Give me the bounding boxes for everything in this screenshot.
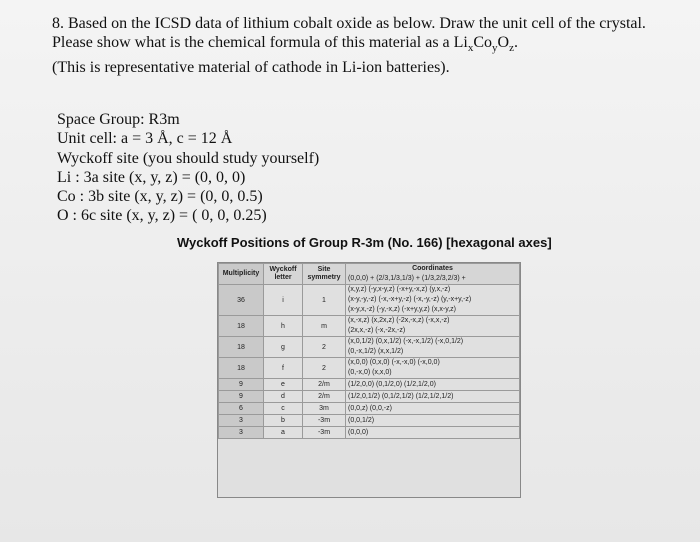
coordinate-line: (0,-x,0) (x,x,0) <box>348 369 392 376</box>
coordinate-line: (2x,x,-z) (-x,-2x,-z) <box>348 327 406 334</box>
wyckoff-letter-cell: e <box>264 379 303 391</box>
table-row <box>219 427 520 439</box>
multiplicity-cell: 9 <box>219 379 264 391</box>
coordinates-cell <box>346 403 520 415</box>
crystal-properties <box>57 110 319 226</box>
coordinate-line: (x,y,z) (-y,x-y,z) (-x+y,-x,z) (y,x,-z) <box>348 286 451 293</box>
multiplicity-cell: 6 <box>219 403 264 415</box>
wyckoff-letter-cell: a <box>264 427 303 439</box>
multiplicity-cell: 18 <box>219 358 264 379</box>
site-symmetry-cell: 1 <box>303 285 346 316</box>
wyckoff-letter-cell: b <box>264 415 303 427</box>
table-row <box>219 415 520 427</box>
site-symmetry-cell: 2 <box>303 337 346 358</box>
table-row <box>219 403 520 415</box>
wyckoff-letter-cell: d <box>264 391 303 403</box>
coordinates-cell <box>346 379 520 391</box>
coordinates-cell <box>346 316 520 337</box>
site-symmetry-cell: 2/m <box>303 391 346 403</box>
header-multiplicity: Multiplicity <box>219 264 264 285</box>
table-row <box>219 358 520 379</box>
wyckoff-letter-cell: c <box>264 403 303 415</box>
coordinate-line: (1/2,0,1/2) (0,1/2,1/2) (1/2,1/2,1/2) <box>348 392 454 400</box>
unit-cell: Unit cell: a = 3 Å, c = 12 Å <box>57 130 233 148</box>
table-row <box>219 316 520 337</box>
li-site: Li : 3a site (x, y, z) = (0, 0, 0) <box>57 168 246 186</box>
coordinate-line: (x,0,1/2) (0,x,1/2) (-x,-x,1/2) (-x,0,1/2) <box>348 338 464 345</box>
header-wyckoff-letter: Wyckoff letter <box>264 264 303 285</box>
coordinate-line: (0,-x,1/2) (x,x,1/2) <box>348 348 404 355</box>
site-symmetry-cell: -3m <box>303 427 346 439</box>
coordinate-line: (x,0,0) (0,x,0) (-x,-x,0) (-x,0,0) <box>348 359 440 366</box>
multiplicity-cell: 3 <box>219 415 264 427</box>
coordinates-cell <box>346 391 520 403</box>
coordinate-line: (1/2,0,0) (0,1/2,0) (1/2,1/2,0) <box>348 380 436 388</box>
table-row <box>219 379 520 391</box>
site-symmetry-cell: -3m <box>303 415 346 427</box>
site-symmetry-cell: 2/m <box>303 379 346 391</box>
coordinate-line: (0,0,0) <box>348 428 369 436</box>
multiplicity-cell: 36 <box>219 285 264 316</box>
multiplicity-cell: 3 <box>219 427 264 439</box>
question-line-3: (This is representative material of cathode in Li-ion batteries). <box>52 59 450 77</box>
table-row <box>219 337 520 358</box>
coordinates-cell <box>346 285 520 316</box>
wyckoff-letter-cell: g <box>264 337 303 358</box>
question-line-1: 8. Based on the ICSD data of lithium cobalt oxide as below. Draw the unit cell of the crystal. <box>52 15 646 32</box>
o-site: O : 6c site (x, y, z) = ( 0, 0, 0.25) <box>57 207 267 225</box>
wyckoff-letter-cell: i <box>264 285 303 316</box>
coordinate-line: (x-y,-y,-z) (-x,-x+y,-z) (-x,-y,-z) (y,-x+y,-z) <box>348 296 472 303</box>
coordinate-line: (x-y,x,-z) (-y,-x,z) (-x+y,y,z) (x,x-y,z) <box>348 306 457 313</box>
wyckoff-letter-cell: f <box>264 358 303 379</box>
space-group: Space Group: R3m <box>57 111 180 128</box>
question-text <box>52 14 692 77</box>
coordinate-line: (0,0,1/2) <box>348 416 375 424</box>
multiplicity-cell: 18 <box>219 316 264 337</box>
wyckoff-note: Wyckoff site (you should study yourself) <box>57 149 320 167</box>
table-row <box>219 285 520 316</box>
coordinate-line: (x,-x,z) (x,2x,z) (-2x,-x,z) (-x,x,-z) <box>348 317 450 324</box>
table-row <box>219 391 520 403</box>
centering-vectors: (0,0,0) + (2/3,1/3,1/3) + (1/3,2/3,2/3) + <box>348 275 466 282</box>
coordinates-cell <box>346 427 520 439</box>
wyckoff-letter-cell: h <box>264 316 303 337</box>
question-line-2: Please show what is the chemical formula of this material as a $Li_xCo_yO_z$. <box>52 34 518 55</box>
header-coordinates: Coordinates (0,0,0) + (2/3,1/3,1/3) + (1/3,2/3,2/3) + <box>346 264 520 285</box>
multiplicity-cell: 9 <box>219 391 264 403</box>
site-symmetry-cell: m <box>303 316 346 337</box>
coordinates-cell <box>346 337 520 358</box>
coordinates-cell <box>346 415 520 427</box>
site-symmetry-cell: 3m <box>303 403 346 415</box>
coordinate-line: (0,0,z) (0,0,-z) <box>348 404 392 412</box>
header-site-symmetry: Site symmetry <box>303 264 346 285</box>
site-symmetry-cell: 2 <box>303 358 346 379</box>
coordinates-cell <box>346 358 520 379</box>
co-site: Co : 3b site (x, y, z) = (0, 0, 0.5) <box>57 188 263 206</box>
multiplicity-cell: 18 <box>219 337 264 358</box>
wyckoff-table-title: Wyckoff Positions of Group R-3m (No. 166) [hexagonal axes] <box>177 235 552 250</box>
wyckoff-table <box>217 262 521 498</box>
